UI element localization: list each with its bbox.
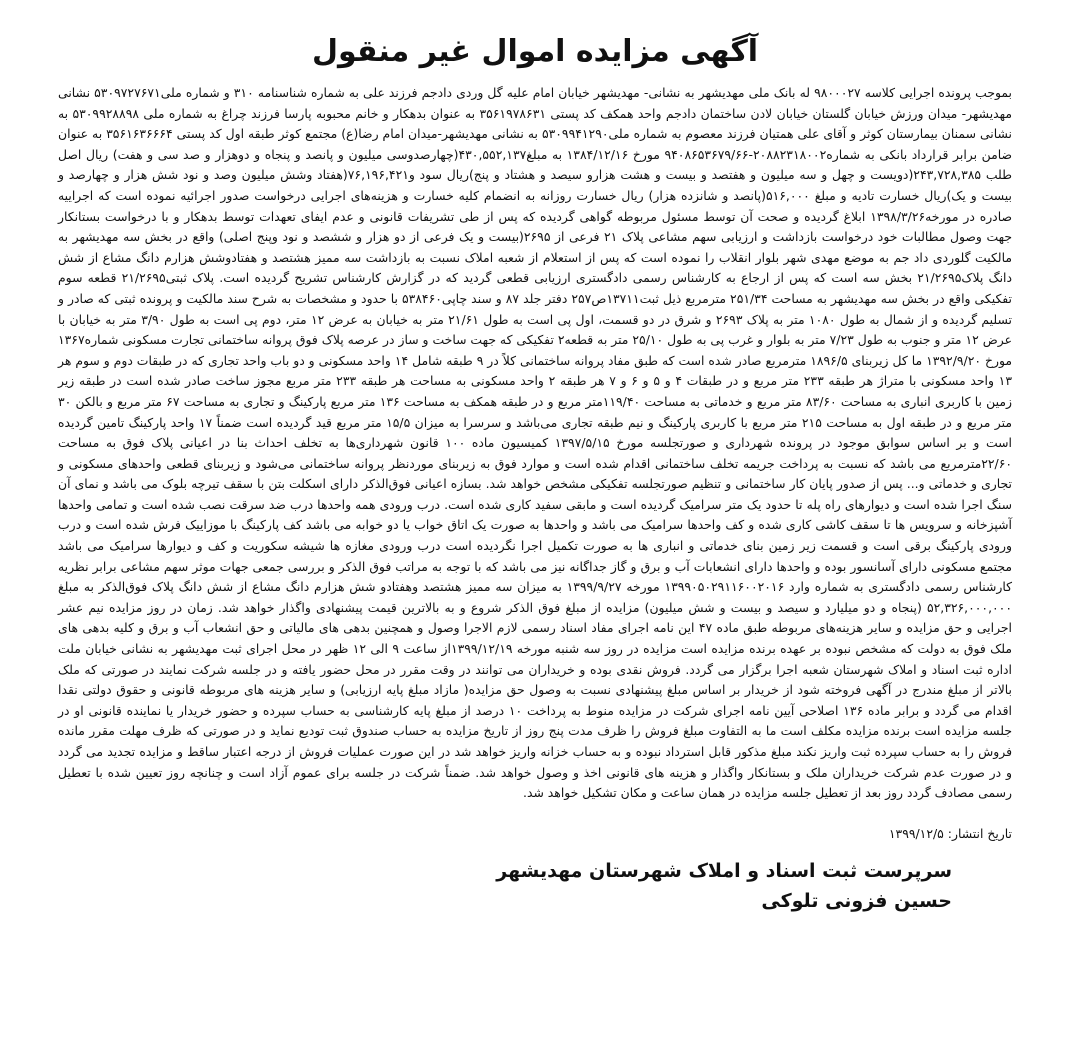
notice-body: بموجب پرونده اجرایی کلاسه ۹۸۰۰۰۲۷ له بانک ملی مهدیشهر به نشانی- مهدیشهر خیابان امام علیه گل وردی دادجم فرزند علی به شماره شناسنامه ۳۱۰ و شماره ملی۵۳۰۹۷۲۷۶۷۱ نشانی مهدیشهر- میدان ورزش خیابان گلستان خیابان لادن ساختمان دادجم واحد همکف کد پستی ۳۵۶۱۹۷۸۶۳۱ به عنوان بدهکار و خانم محبوبه پارسا فرزند چراغ به شماره ملی ۵۳۰۹۹۲۸۸۹۸ به نشانی سمنان بیمارستان کوثر و آقای علی همتیان فرزند معصوم به شماره ملی۵۳۰۹۹۴۱۲۹۰ به نشانی مهدیشهر-میدان امام رضا(ع) مجتمع کوثر طبقه اول کد پستی ۳۵۶۱۶۳۶۶۶۴ به عنوان ضامن برابر قرارداد بانکی به شماره۲۰۸۸۲۳۱۸۰۰۲-۹۴۰۸۶۵۳۶۷۹/۶۶ مورخ ۱۳۸۴/۱۲/۱۶ به مبلغ۴۳۰,۵۵۲,۱۳۷(چهارصدوسی میلیون و پانصد و پنجاه و دوهزار و صد سی و هفت) ریال اصل طلب ۲۴۳,۷۲۸,۳۸۵(دویست و چهل و سه میلیون و هفتصد و بیست و هشت هزارو سیصد و هشتاد و پنج)ریال سود و۷۶,۱۹۶,۴۲۱(هفتاد وشش میلیون وصد و نود شش هزار و چهارصد و بیست و یک)ریال خسارت تادیه و مبلغ ۵۱۶,۰۰۰(پانصد و شانزده هزار) ریال خسارت روزانه به انضمام کلیه خسارت و هزینه‌های اجرایی درخواست صدور اجرائیه نموده است که اجراییه صادره در مورخه۱۳۹۸/۳/۲۶ ابلاغ گردیده و صحت آن توسط مسئول مربوطه گواهی گردیده که پس از طی تشریفات قانونی و عدم ایفای تعهدات توسط بدهکار و با درخواست بستانکار جهت وصول مطالبات خود درخواست بازداشت و ارزیابی سهم مشاعی پلاک ۲۱ فرعی از ۲۶۹۵(بیست و یک فرعی از دو هزار و ششصد و نود وپنج اصلی) واقع در بخش سه مهدیشهر به مالکیت گلوردی داد جم به موضع مهدی شهر بلوار انقلاب را نموده است که پس از استعلام از شعبه املاک نسبت به بازداشت سه ممیز هشتصد و هفتادوشش هزارم دانگ مشاع از شش دانگ پلاک۲۱/۲۶۹۵ بخش سه است که پس از ارجاع به کارشناس رسمی دادگستری ارزیابی قطعی گردید که در گزارش کارشناس تشریح گردیده است. پلاک ثبتی۲۱/۲۶۹۵ قطعه سوم تفکیکی واقع در بخش سه مهدیشهر به مساحت ۲۵۱/۳۴ مترمربع ذیل ثبت۱۳۷۱۱ص۲۵۷ دفتر جلد ۸۷ و سند چاپی۵۳۸۴۶۰ با حدود و مشخصات به شرح سند مالکیت و پرونده ثبتی که صادر و تسلیم گردیده و از شمال به طول ۱۰۸۰ متر به پلاک ۲۶۹۳ و شرق در دو قسمت، اول پی است به طول ۲۱/۶۱ متر به خیابان به عرض ۱۲ متر، دوم پی است به طول ۳/۹۰ متر به خیابان با عرض ۱۲ متر و جنوب به طول ۷/۲۳ متر به بلوار و غرب پی به طول ۲۵/۱۰ متر به قطعه۲ تفکیکی که جهت ساخت و ساز در عرصه پلاک فوق پروانه ساختمانی تجارت مسکونی شماره۱۳۶۷ مورخ ۱۳۹۲/۹/۲۰ ما کل زیربنای ۱۸۹۶/۵ مترمربع صادر شده است که طبق مفاد پروانه ساختمانی کلاً در ۹ طبقه شامل ۱۴ واحد مسکونی و دو باب واحد تجاری که در طبقات دوم و سوم هر ۱۳ واحد مسکونی با متراژ هر طبقه ۲۳۳ متر مربع و در طبقات ۴ و ۵ و ۶ و ۷ هر طبقه ۲ واحد مسکونی به مساحت هر طبقه ۲۳۳ متر مربع مجوز ساخت صادر شده است در طبقه زیر زمین با کاربری انباری به مساحت ۸۳/۶۰ متر مربع و خدماتی به مساحت ۱۱۹/۴۰متر مربع و در طبقه همکف به مساحت ۱۳۶ متر مربع پارکینگ و تجاری به مساحت ۶۷ متر مربع و بالکن ۳۰ متر مربع و در طبقه اول به مساحت ۲۱۵ متر مربع با کاربری پارکینگ و نیم طبقه تجاری می‌باشد و سرسرا به میزان ۱۵/۵ متر مربع قید گردیده است ضمناً ۱۷ واحد پارکینگ تامین گردیده است و بر اساس سوابق موجود در پرونده شهرداری و صورتجلسه مورخ ۱۳۹۷/۵/۱۵ کمیسیون ماده ۱۰۰ قانون شهرداری‌ها به تخلف احداث بنا در اعیانی پلاک فوق به مساحت ۲۲/۶۰مترمربع می باشد که نسبت به پرداخت جریمه تخلف ساختمانی اقدام شده است و موارد فوق به زیربنای موردنظر پروانه ساختمانی می‌شود و زیربنای قطعی واحدهای مسکونی و تجاری و خدماتی و... پس از صدور پایان کار ساختمانی و تنظیم صورتجلسه تفکیکی مشخص خواهد شد. بسازه اعیانی فوق‌الذکر دارای اسکلت بتن با سقف تیرچه بلوک می باشد و نمای آن سنگ اجرا شده است و دیوارهای راه پله تا حدود یک متر سرامیک گردیده است و مابقی سفید کاری شده است. درب ورودی همه واحدها درب ضد سرقت نصب شده است و تمامی واحدها آشپزخانه و سرویس ها تا سقف کاشی کاری شده و کف واحدها سرامیک می باشد و واحدها به صورت یک اتاق خواب یا دو خوابه می باشد کف پارکینگ با موزاییک فرش شده است و درب ورودی پارکینگ برقی است و قسمت زیر زمین بنای خدماتی و انباری ها به صورت تکمیل اجرا نگردیده است درب ورودی مغازه ها شیشه سکوریت و کف و دیوارها سرامیک می باشد مجتمع مسکونی دارای آسانسور بوده و واحدها دارای انشعابات آب و برق و گاز جداگانه نیز می باشد که با توجه به مراتب فوق الذکر و بررسی جمعی جهات موثر سهم مشاعی برابر نظریه کارشناس رسمی دادگستری به شماره وارد ۱۳۹۹۰۵۰۲۹۱۱۶۰۰۲۰۱۶ مورخه ۱۳۹۹/۹/۲۷ به میزان سه ممیز هشتصد وهفتادو شش هزارم دانگ مشاع از شش دانگ پلاک فوق‌الذکر به مبلغ ۵۲,۳۲۶,۰۰۰,۰۰۰ (پنجاه و دو میلیارد و سیصد و بیست و شش میلیون) مزایده از مبلغ فوق الذکر شروع و به بالاترین قیمت پیشنهادی واگذار خواهد شد. زمان در روز مزایده نیم عشر اجرایی و حق مزایده و سایر هزینه‌های مربوطه طبق ماده ۴۷ این نامه اجرای مفاد اسناد رسمی لازم الاجرا وصول و همچنین بدهی های مالیاتی و حق انشعاب آب و برق و کلیه بدهی های ملک فوق به دولت که مشخص نبوده بر عهده برنده مزایده است مزایده در روز سه شنبه مورخه ۱۳۹۹/۱۲/۱۹از ساعت ۹ الی ۱۲ ظهر در محل اجرای ثبت مهدیشهر به نشانی خیابان ملت اداره ثبت اسناد و املاک شهرستان شعبه اجرا برگزار می گردد. فروش نقدی بوده و خریداران می توانند در وقت مقرر در محل حضور یافته و در جلسه شرکت نمایند در صورتی که ملک بالاتر از مبلغ مندرج در آگهی فروخته شود از خریدار بر اساس مبلغ پیشنهادی نسبت به وصول حق مزایده( مازاد مبلغ پایه ارزیابی) و سایر هزینه های مربوطه قانونی و حقوق دولتی نقدا اقدام می گردد و برابر ماده ۱۳۶ اصلاحی آیین نامه اجرای شرکت در مزایده منوط به پرداخت ۱۰ درصد از مبلغ پایه کارشناسی به حساب سپرده و حضور خریدار یا نماینده قانونی او در جلسه مزایده است برنده مزایده مکلف است ما به التفاوت مبلغ فروش را ظرف مدت پنج روز از تاریخ مزایده به حساب صندوق ثبت توديع نماید و در صورتی که ظرف مهلت مقرر مانده فروش را به حساب سپرده ثبت واریز نکند مبلغ مذکور قابل استرداد نبوده و به حساب خزانه واریز خواهد شد در این صورت عملیات فروش از درجه اعتبار ساقط و مزایده تجدید می گردد و در صورت عدم شرکت خریداران ملک و بستانکار واگذار و هزینه های قانونی اخذ و وصول خواهد شد. ضمناً شرکت در جلسه برای عموم آزاد است و چنانچه روز تعیین شده با تعطیل رسمی مصادف گردد روز بعد از تعطیل جلسه مزایده در همان ساعت و مکان تشکیل خواهد شد.: [58, 85, 1013, 801]
signature-block: [58, 856, 952, 916]
publish-date-label: تاریخ انتشار:: [947, 825, 1012, 841]
publish-date-value: ۱۳۹۹/۱۲/۵: [888, 825, 944, 841]
signature-name: حسین فزونی تلوکی: [761, 889, 952, 912]
publish-date: [58, 824, 1012, 844]
notice-title: آگهی مزایده اموال غیر منقول: [311, 34, 759, 69]
signature-title: سرپرست ثبت اسناد و املاک شهرستان مهدیشهر: [496, 859, 952, 882]
